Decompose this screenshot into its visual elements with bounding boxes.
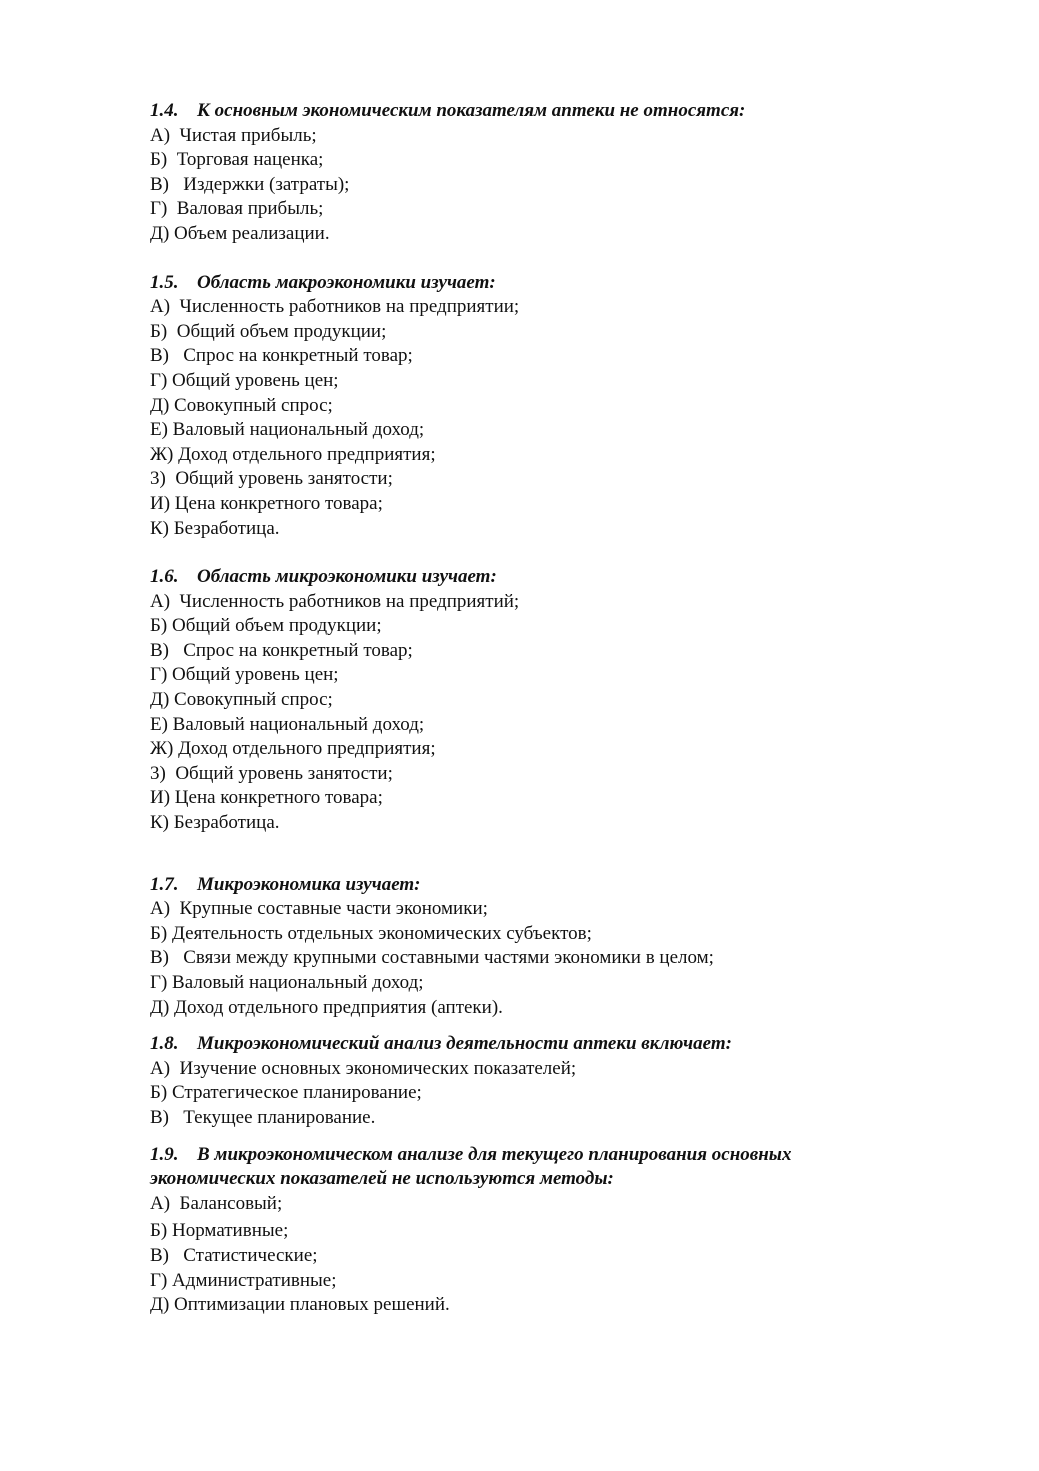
question-text: Область микроэкономики изучает: [197,566,497,588]
answer-option: 3) Общий уровень занятости; [150,762,393,784]
document-page [150,99,890,1318]
question-number: 1.8. [150,1033,179,1055]
answer-option: В) Статистические; [150,1244,318,1266]
question-title [150,1032,890,1057]
question-title [150,271,890,296]
answer-option: А) Изучение основных экономических показателей; [150,1057,577,1079]
answer-option: Г) Общий уровень цен; [150,369,339,391]
question-1-7 [150,873,890,1021]
answer-option: Г) Общий уровень цен; [150,664,339,686]
answer-option: К) Безработица. [150,517,280,539]
answer-option: Б) Стратегическое планирование; [150,1082,422,1104]
answer-option: В) Связи между крупными составными частями экономики в целом; [150,947,714,969]
answer-option: Г) Валовый национальный доход; [150,972,424,993]
answer-option: А) Чистая прибыль; [150,124,317,146]
question-number: 1.6. [150,566,179,588]
question-text: Микроэкономический анализ деятельности аптеки включает: [197,1033,732,1055]
question-text: К основным экономическим показателям аптеки не относятся: [197,100,746,121]
question-number: 1.9. [150,1143,179,1165]
answer-option: В) Спрос на конкретный товар; [150,345,413,367]
answer-option: Б) Нормативные; [150,1220,289,1242]
answer-option: Б) Торговая наценка; [150,149,324,171]
question-number: 1.5. [150,271,179,293]
question-1-4 [150,99,890,247]
question-1-5 [150,271,890,542]
answer-option: 3) Общий уровень занятости; [150,468,393,490]
answer-option: В) Издержки (затраты); [150,173,350,195]
question-number: 1.4. [150,100,179,121]
question-1-8 [150,1032,890,1130]
question-title [150,99,890,124]
question-1-6 [150,565,890,836]
answer-option: Б) Деятельность отдельных экономических субъектов; [150,922,592,944]
answer-option: Е) Валовый национальный доход; [150,419,425,441]
answer-option: Д) Объем реализации. [150,222,330,244]
question-text: В микроэкономическом анализе для текущего планирования основных экономических показателей не используются методы: [150,1143,797,1190]
answer-option: Д) Оптимизации плановых решений. [150,1294,450,1316]
answer-option: В) Спрос на конкретный товар; [150,639,413,661]
answer-option: В) Текущее планирование. [150,1106,376,1128]
answer-option: А) Численность работников на предприятий; [150,590,520,612]
answer-option: Ж) Доход отдельного предприятия; [150,443,436,465]
question-text: Область макроэкономики изучает: [197,271,496,293]
answer-options [150,1057,890,1131]
answer-option: Д) Совокупный спрос; [150,394,333,416]
answer-option: И) Цена конкретного товара; [150,787,383,809]
answer-option: Г) Валовая прибыль; [150,198,324,220]
question-number: 1.7. [150,873,179,895]
question-title [150,1143,890,1192]
question-1-9 [150,1143,890,1318]
answer-option: Б) Общий объем продукции; [150,320,387,342]
answer-option: Б) Общий объем продукции; [150,615,382,637]
answer-option: Е) Валовый национальный доход; [150,713,425,735]
answer-option: А) Крупные составные части экономики; [150,898,488,920]
answer-options [150,124,890,247]
answer-option: А) Балансовый; [150,1192,283,1214]
answer-option: И) Цена конкретного товара; [150,492,383,514]
answer-option: К) Безработица. [150,812,280,834]
answer-option: Д) Доход отдельного предприятия (аптеки). [150,996,503,1018]
question-title [150,565,890,590]
answer-options [150,295,890,541]
answer-options [150,897,890,1020]
answer-option: Г) Административные; [150,1269,337,1291]
question-title [150,873,890,898]
question-text: Микроэкономика изучает: [197,873,421,895]
answer-options [150,1192,890,1318]
answer-option: Ж) Доход отдельного предприятия; [150,738,436,760]
answer-option: Д) Совокупный спрос; [150,689,333,711]
answer-option: А) Численность работников на предприятии; [150,296,520,318]
answer-options [150,590,890,836]
